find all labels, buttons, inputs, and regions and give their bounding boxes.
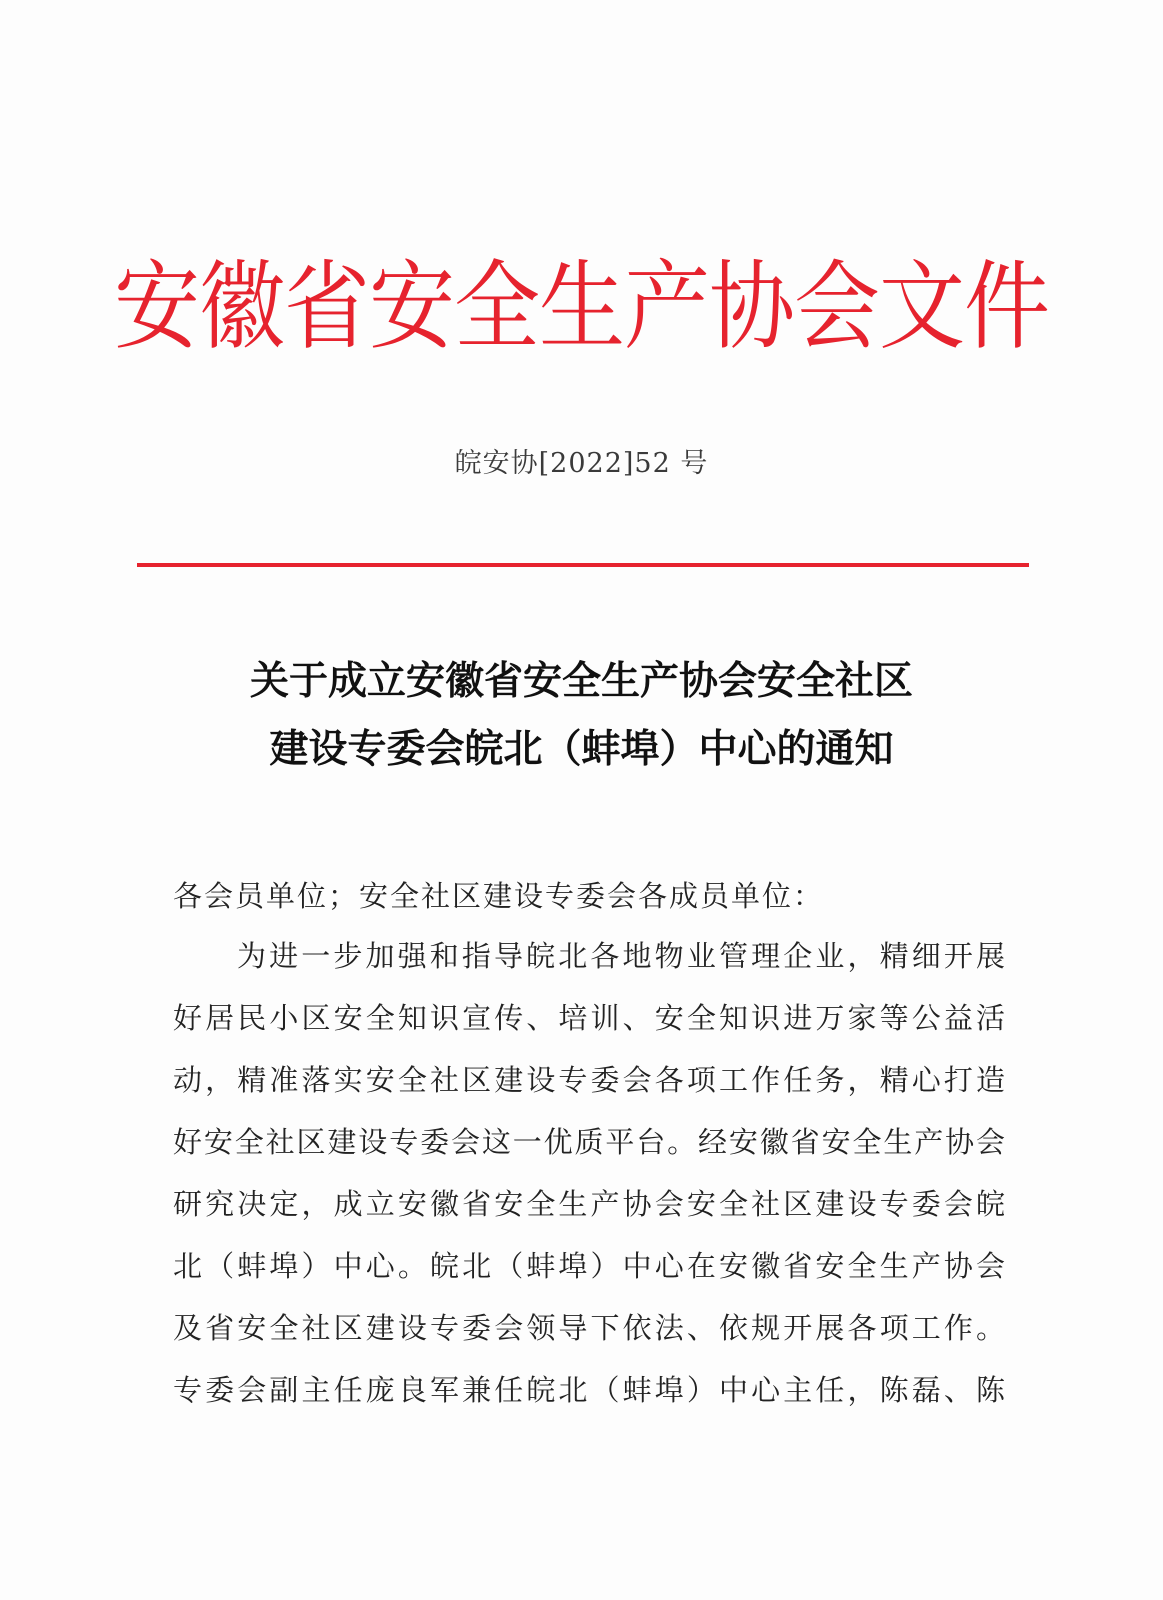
notice-title-line-1: 关于成立安徽省安全生产协会安全社区: [249, 659, 913, 704]
red-divider-line: [137, 563, 1029, 567]
body-line-3: 动，精准落实安全社区建设专委会各项工作任务，精心打造: [173, 1063, 1005, 1097]
body-line-8: 专委会副主任庞良军兼任皖北（蚌埠）中心主任，陈磊、陈: [173, 1373, 1005, 1407]
notice-title-line-2: 建设专委会皖北（蚌埠）中心的通知: [269, 727, 894, 772]
body-line-4: 好安全社区建设专委会这一优质平台。经安徽省安全生产协会: [173, 1125, 1005, 1159]
document-number: 皖安协[2022]52 号: [454, 448, 709, 479]
masthead-title: 安徽省安全生产协会文件: [114, 251, 1049, 364]
salutation: 各会员单位；安全社区建设专委会各成员单位：: [173, 879, 825, 913]
body-line-2: 好居民小区安全知识宣传、培训、安全知识进万家等公益活: [173, 1001, 1005, 1035]
body-line-1: 为进一步加强和指导皖北各地物业管理企业，精细开展: [237, 939, 1005, 973]
body-line-7: 及省安全社区建设专委会领导下依法、依规开展各项工作。: [173, 1311, 1005, 1345]
body-line-5: 研究决定，成立安徽省安全生产协会安全社区建设专委会皖: [173, 1187, 1005, 1221]
body-line-6: 北（蚌埠）中心。皖北（蚌埠）中心在安徽省安全生产协会: [173, 1249, 1005, 1283]
